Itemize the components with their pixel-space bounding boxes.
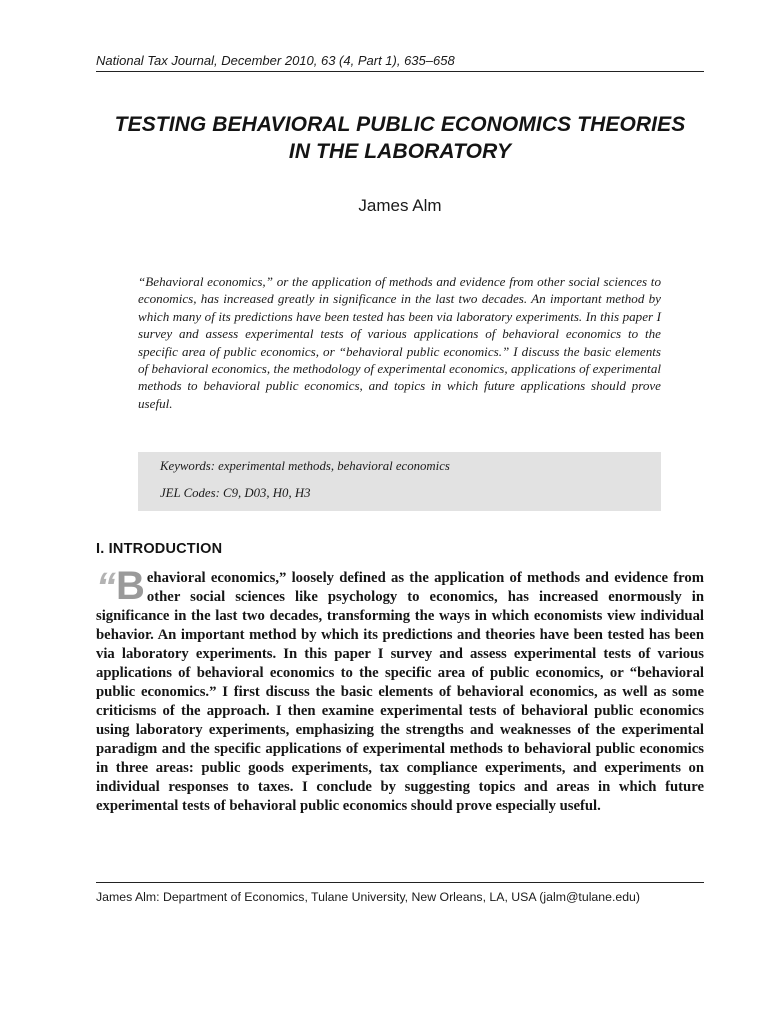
- drop-quote-mark: “: [96, 565, 116, 609]
- title-line-1: TESTING BEHAVIORAL PUBLIC ECONOMICS THEORIES: [114, 113, 686, 136]
- section-heading: I. INTRODUCTION: [96, 541, 223, 557]
- author-affiliation-footnote: James Alm: Department of Economics, Tulane University, New Orleans, LA, USA (jalm@tulane.edu): [96, 890, 640, 904]
- jel-codes: JEL Codes: C9, D03, H0, H3: [160, 486, 311, 500]
- introduction-paragraph: [96, 564, 704, 816]
- running-head: National Tax Journal, December 2010, 63 (4, Part 1), 635–658: [96, 53, 455, 68]
- paper-title: [96, 111, 704, 165]
- author-name: James Alm: [358, 196, 442, 215]
- title-line-2: IN THE LABORATORY: [288, 140, 512, 163]
- introduction-text: ehavioral economics,” loosely defined as the application of methods and evidence from other social sciences like psychology to economics, has increased enormously in significance in the last two decades, transforming the ways in which economists view individual behavior. An important method by which its predictions and theories have been tested has been via laboratory experiments. In this paper I survey and assess experimental tests of various applications of behavioral economics to the specific area of public economics, or “behavioral public economics.” I first discuss the basic elements of behavioral economics, as well as some criticisms of the approach. I then examine experimental tests of behavioral public economics using laboratory experiments, emphasizing the strengths and weaknesses of the experimental paradigm and the specific applications of experimental methods to behavioral public economics in three areas: public goods experiments, tax compliance experiments, and experiments on individual responses to taxes. I conclude by suggesting topics and areas in which future experimental tests of behavioral public economics should prove especially useful.: [96, 570, 704, 814]
- header-rule: [96, 71, 704, 72]
- drop-cap: B: [116, 564, 145, 608]
- keywords-box: [138, 452, 661, 511]
- keywords: Keywords: experimental methods, behavioral economics: [160, 459, 450, 473]
- abstract: “Behavioral economics,” or the application of methods and evidence from other social sciences to economics, has increased greatly in significance in the last two decades. An important method by which many of its predictions have been tested has been via laboratory experiments. In this paper I survey and assess experimental tests of various applications of behavioral economics to the specific area of public economics, or “behavioral public economics.” I discuss the basic elements of behavioral economics, the methodology of experimental economics, applications of experimental methods to behavioral public economics, and topics in which future applications should prove useful.: [138, 274, 661, 411]
- footnote-rule: [96, 882, 704, 883]
